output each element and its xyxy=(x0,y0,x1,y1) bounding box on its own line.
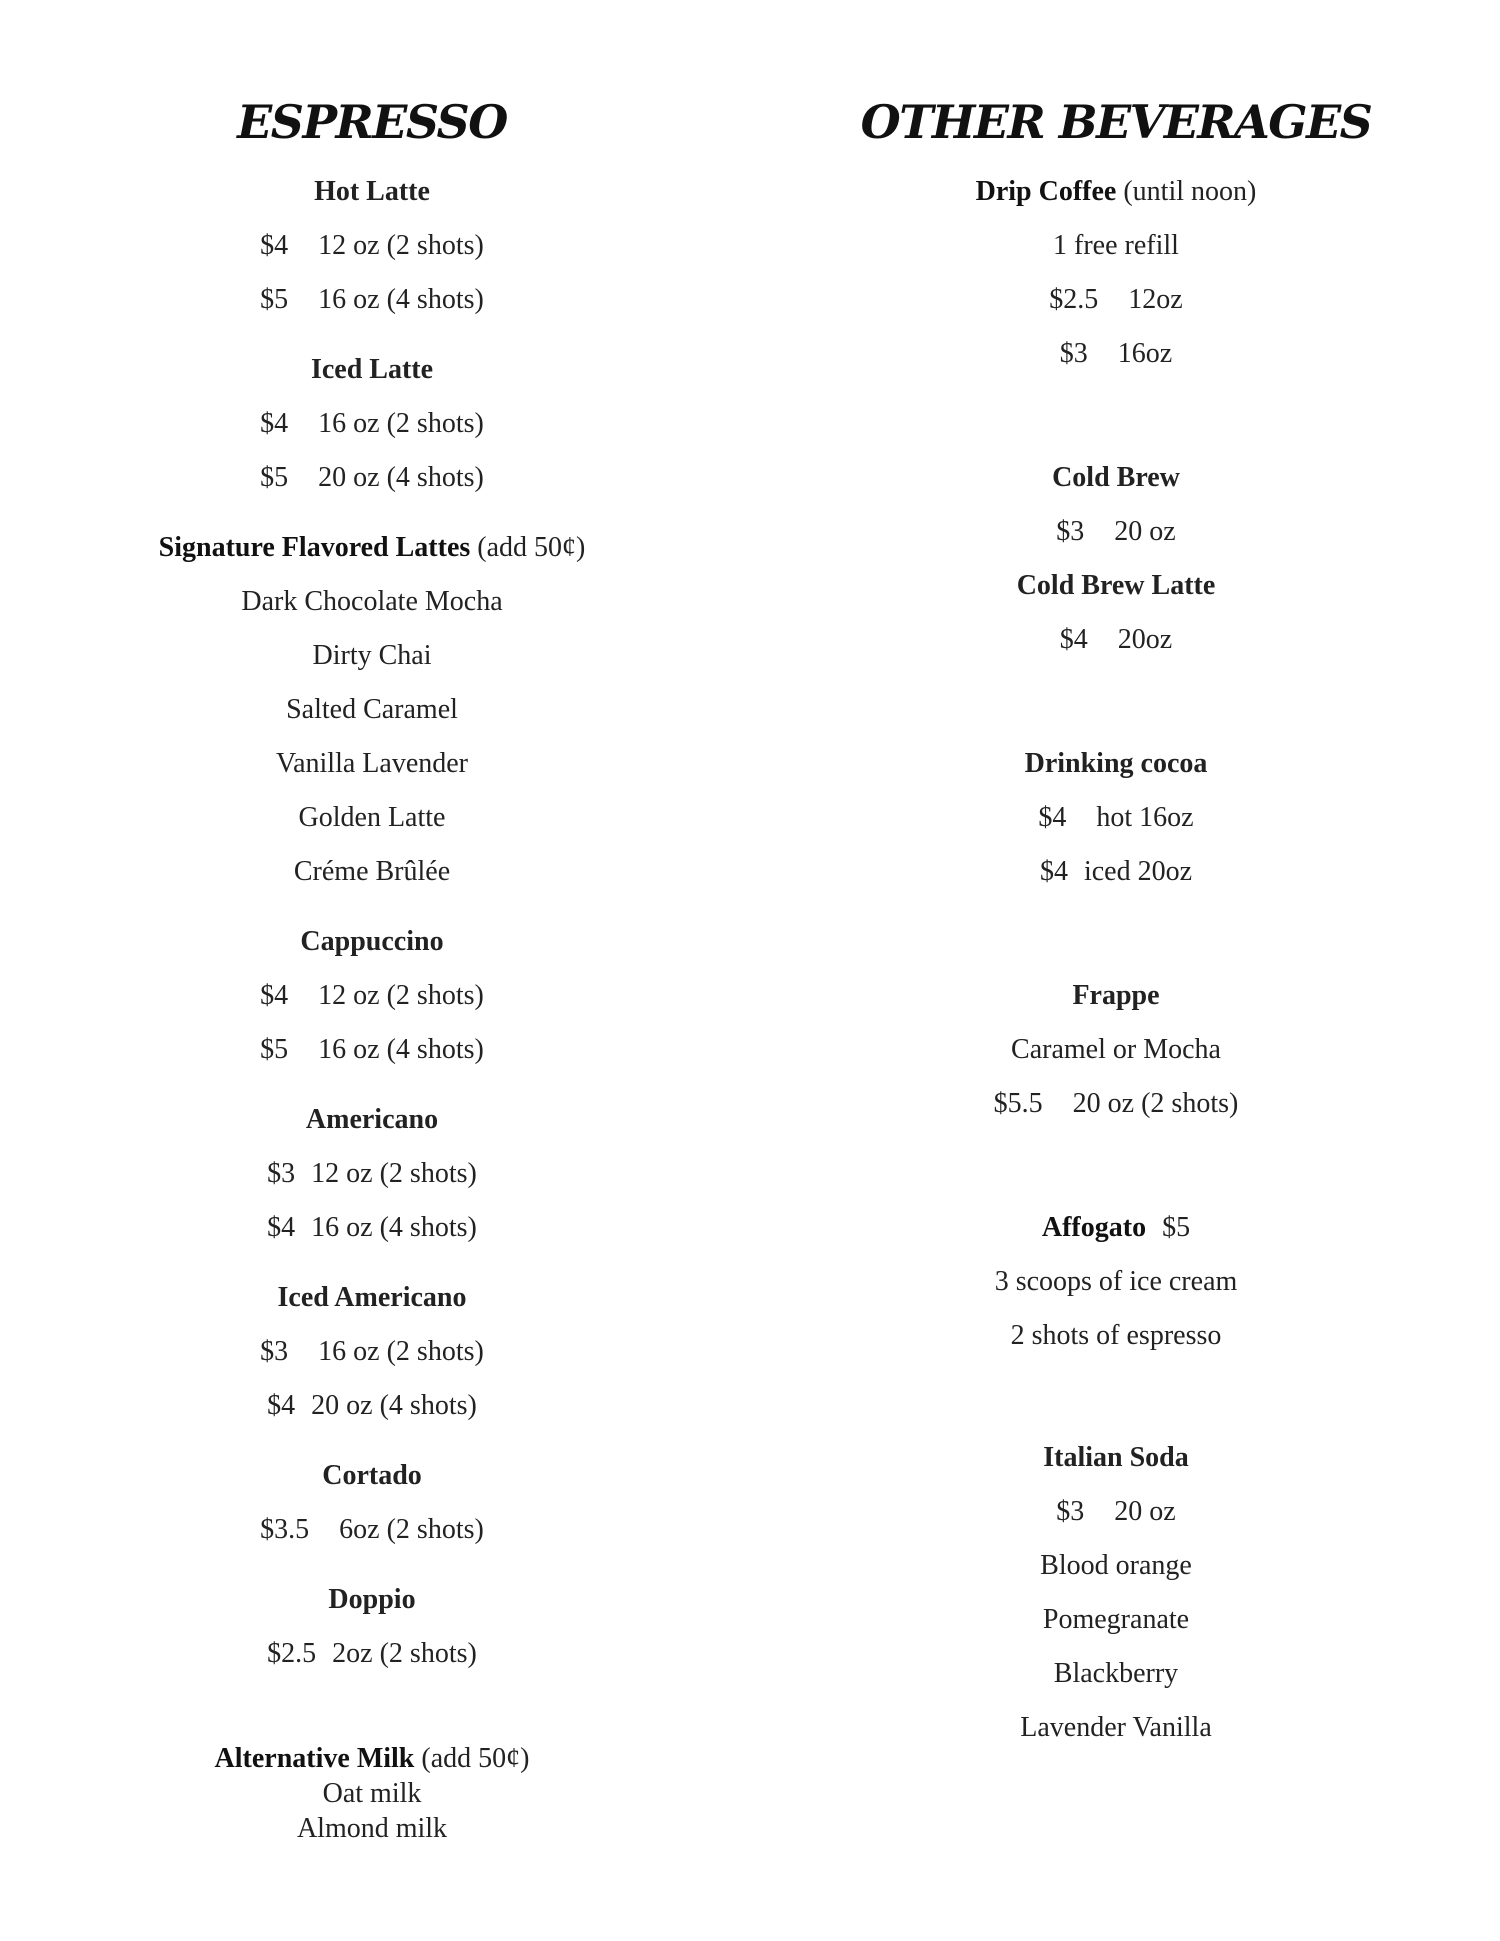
affogato-title-line xyxy=(806,1208,1426,1248)
size: 20 oz (2 shots) xyxy=(1072,1088,1239,1119)
size: 16 oz (4 shots) xyxy=(318,284,484,315)
americano-row-1 xyxy=(62,1154,682,1194)
italian-soda-flavor: Pomegranate xyxy=(1042,1604,1190,1635)
cappuccino-row-2 xyxy=(62,1030,682,1070)
size: 20oz xyxy=(1117,624,1173,655)
cortado-row-1 xyxy=(62,1510,682,1550)
affogato-price: $5 xyxy=(1162,1212,1191,1243)
affogato-item: 3 scoops of ice cream xyxy=(994,1266,1238,1297)
size: 12oz xyxy=(1128,284,1183,315)
cold-brew-latte-row-1 xyxy=(806,620,1426,660)
drip-coffee-refill: 1 free refill xyxy=(1053,230,1179,261)
drinking-cocoa-row-2 xyxy=(806,852,1426,892)
price: $4 xyxy=(1038,802,1067,833)
size: 12 oz (2 shots) xyxy=(318,980,484,1011)
drip-coffee-title-line xyxy=(806,172,1426,212)
italian-soda-flavor: Lavender Vanilla xyxy=(1020,1712,1212,1743)
signature-item: Créme Brûlée xyxy=(293,856,451,887)
hot-latte-row-2 xyxy=(62,280,682,320)
drinking-cocoa-row-1 xyxy=(806,798,1426,838)
signature-lattes-note: (add 50¢) xyxy=(477,532,586,563)
size: 20 oz (4 shots) xyxy=(318,462,484,493)
price: $4 xyxy=(260,230,289,261)
size: 2oz (2 shots) xyxy=(332,1638,477,1669)
iced-americano-title: Iced Americano xyxy=(277,1282,467,1313)
alt-milk-title: Alternative Milk xyxy=(214,1743,415,1774)
price: $3 xyxy=(1056,516,1085,547)
italian-soda-flavor: Blood orange xyxy=(1040,1550,1192,1581)
alt-milk-item: Oat milk xyxy=(322,1778,422,1809)
drip-coffee-row-1 xyxy=(806,280,1426,320)
hot-latte-title: Hot Latte xyxy=(314,176,430,207)
size: 6oz (2 shots) xyxy=(339,1514,484,1545)
signature-lattes-title: Signature Flavored Lattes xyxy=(158,532,471,563)
size: 20 oz xyxy=(1114,1496,1176,1527)
iced-latte-row-1 xyxy=(62,404,682,444)
iced-latte-title: Iced Latte xyxy=(310,354,434,385)
alt-milk-item: Almond milk xyxy=(296,1813,448,1844)
signature-item: Golden Latte xyxy=(298,802,446,833)
price: $3 xyxy=(1059,338,1088,369)
size: 16 oz (4 shots) xyxy=(311,1212,477,1243)
price: $5 xyxy=(260,462,289,493)
frappe-title: Frappe xyxy=(1072,980,1160,1011)
size: 16oz xyxy=(1117,338,1173,369)
americano-title: Americano xyxy=(305,1104,439,1135)
espresso-heading: ESPRESSO xyxy=(237,95,507,149)
price: $3.5 xyxy=(260,1514,310,1545)
cold-brew-latte-title: Cold Brew Latte xyxy=(1016,570,1216,601)
size: hot 16oz xyxy=(1096,802,1194,833)
price: $3 xyxy=(267,1158,296,1189)
size: 16 oz (2 shots) xyxy=(318,1336,484,1367)
signature-item: Dirty Chai xyxy=(312,640,432,671)
size: 16 oz (2 shots) xyxy=(318,408,484,439)
price: $2.5 xyxy=(267,1638,317,1669)
size: 12 oz (2 shots) xyxy=(311,1158,477,1189)
hot-latte-row-1 xyxy=(62,226,682,266)
size: 12 oz (2 shots) xyxy=(318,230,484,261)
drip-coffee-row-2 xyxy=(806,334,1426,374)
signature-item: Dark Chocolate Mocha xyxy=(241,586,503,617)
affogato-title: Affogato xyxy=(1041,1212,1147,1243)
drinking-cocoa-title: Drinking cocoa xyxy=(1024,748,1208,779)
price: $5 xyxy=(260,284,289,315)
signature-item: Vanilla Lavender xyxy=(275,748,469,779)
doppio-title: Doppio xyxy=(328,1584,416,1615)
iced-americano-row-1 xyxy=(62,1332,682,1372)
cold-brew-row-1 xyxy=(806,512,1426,552)
iced-americano-row-2 xyxy=(62,1386,682,1426)
drip-coffee-title: Drip Coffee xyxy=(975,176,1117,207)
price: $2.5 xyxy=(1049,284,1099,315)
price: $4 xyxy=(267,1390,296,1421)
cappuccino-row-1 xyxy=(62,976,682,1016)
alt-milk-title-line xyxy=(62,1742,682,1776)
drip-coffee-note: (until noon) xyxy=(1123,176,1257,207)
other-beverages-heading: OTHER BEVERAGES xyxy=(860,95,1372,149)
frappe-row-1 xyxy=(806,1084,1426,1124)
frappe-desc: Caramel or Mocha xyxy=(1011,1034,1221,1065)
price: $4 xyxy=(1059,624,1088,655)
price: $3 xyxy=(260,1336,289,1367)
price: $5.5 xyxy=(993,1088,1043,1119)
price: $4 xyxy=(260,980,289,1011)
size: 20 oz xyxy=(1114,516,1176,547)
price: $5 xyxy=(260,1034,289,1065)
iced-latte-row-2 xyxy=(62,458,682,498)
price: $4 xyxy=(1039,856,1068,887)
italian-soda-title: Italian Soda xyxy=(1043,1442,1189,1473)
italian-soda-row-1 xyxy=(806,1492,1426,1532)
signature-lattes-title-line xyxy=(62,528,682,568)
americano-row-2 xyxy=(62,1208,682,1248)
cold-brew-title: Cold Brew xyxy=(1052,462,1180,493)
size: iced 20oz xyxy=(1083,856,1193,887)
size: 20 oz (4 shots) xyxy=(311,1390,477,1421)
size: 16 oz (4 shots) xyxy=(318,1034,484,1065)
price: $4 xyxy=(260,408,289,439)
price: $3 xyxy=(1056,1496,1085,1527)
affogato-item: 2 shots of espresso xyxy=(1010,1320,1222,1351)
alt-milk-note: (add 50¢) xyxy=(421,1743,530,1774)
signature-item: Salted Caramel xyxy=(286,694,458,725)
price: $4 xyxy=(267,1212,296,1243)
italian-soda-flavor: Blackberry xyxy=(1053,1658,1179,1689)
doppio-row-1 xyxy=(62,1634,682,1674)
cortado-title: Cortado xyxy=(322,1460,422,1491)
cappuccino-title: Cappuccino xyxy=(300,926,444,957)
